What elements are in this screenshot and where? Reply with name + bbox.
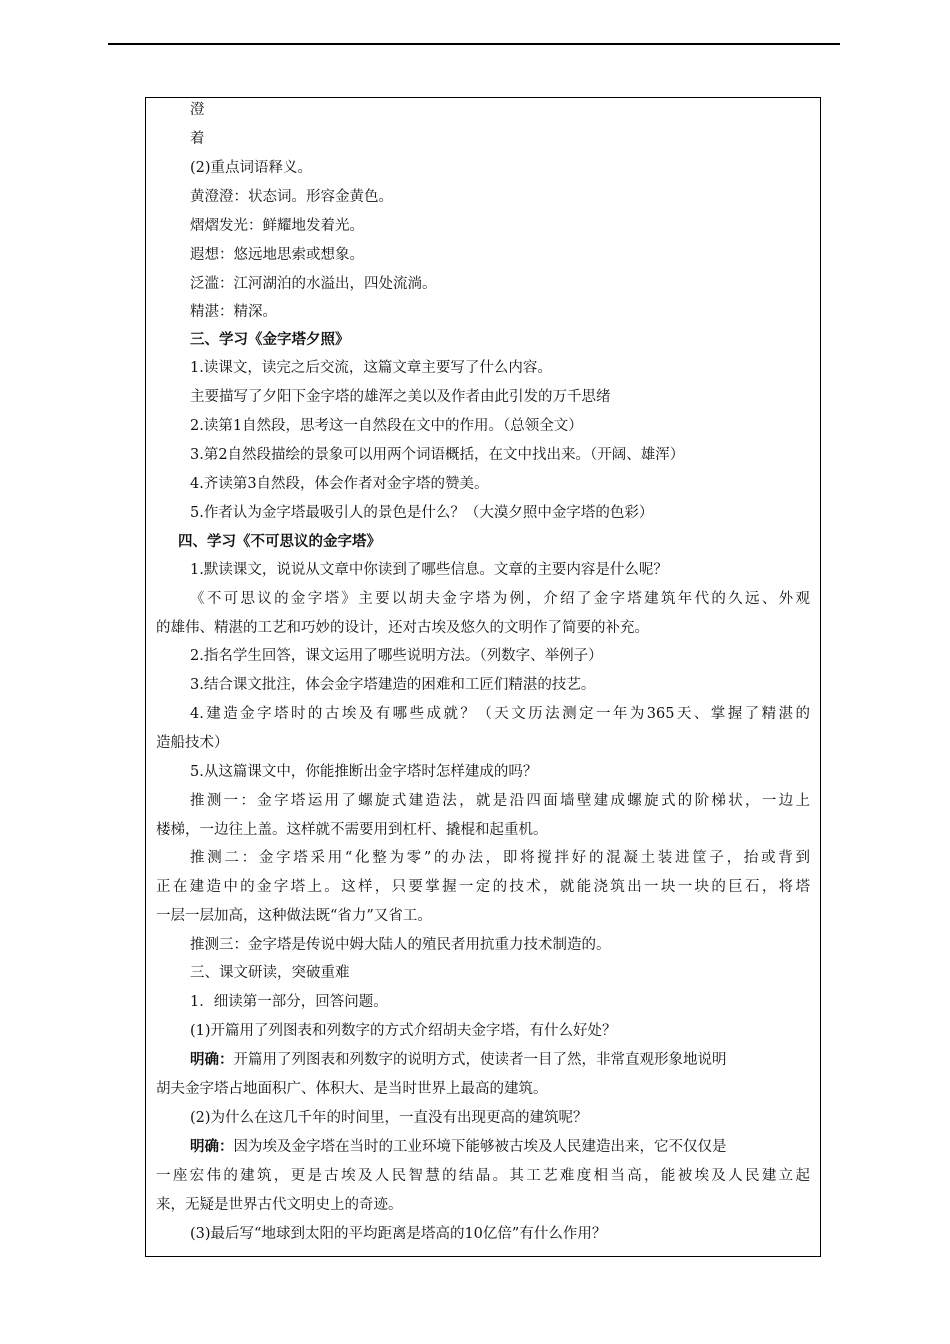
text-line: 推测三：金字塔是传说中姆大陆人的殖民者用抗重力技术制造的。	[190, 937, 611, 953]
answer-line	[190, 1137, 810, 1157]
text-line: 主要描写了夕阳下金字塔的雄浑之美以及作者由此引发的万千思绪	[190, 389, 611, 405]
text-line: 的雄伟、精湛的工艺和巧妙的设计，还对古埃及悠久的文明作了简要的补充。	[156, 620, 649, 636]
text-line: 3.结合课文批注，体会金字塔建造的困难和工匠们精湛的技艺。	[190, 677, 596, 693]
text-line: (2)重点词语释义。	[190, 160, 313, 176]
text-line: 1.默读课文，说说从文章中你读到了哪些信息。文章的主要内容是什么呢？	[190, 562, 668, 578]
text-line: 推测一：金字塔运用了螺旋式建造法，就是沿四面墙壁建成螺旋式的阶梯状，一边上	[190, 793, 810, 809]
text-line: 精湛：精深。	[190, 304, 277, 320]
text-line: 2.读第1自然段，思考这一自然段在文中的作用。（总领全文）	[190, 418, 583, 434]
header-rule	[108, 43, 840, 45]
text-line: 熠熠发光：鲜耀地发着光。	[190, 218, 364, 234]
text-line: (3)最后写“地球到太阳的平均距离是塔高的10亿倍”有什么作用？	[190, 1226, 607, 1242]
text-line: 来，无疑是世界古代文明史上的奇迹。	[156, 1197, 403, 1213]
text-line: 5.从这篇课文中，你能推断出金字塔时怎样建成的吗？	[190, 764, 538, 780]
text-line: 一层一层加高，这种做法既“省力”又省工。	[156, 908, 432, 924]
text-line: 胡夫金字塔占地面积广、体积大、是当时世界上最高的建筑。	[156, 1081, 548, 1097]
text-line: 4.齐读第3自然段，体会作者对金字塔的赞美。	[190, 476, 489, 492]
answer-text: 开篇用了列图表和列数字的说明方式，使读者一目了然，非常直观形象地说明	[233, 1052, 727, 1068]
text-line: 着	[190, 131, 205, 147]
text-line: 1.读课文，读完之后交流，这篇文章主要写了什么内容。	[190, 360, 552, 376]
text-line: (2)为什么在这几千年的时间里，一直没有出现更高的建筑呢？	[190, 1110, 588, 1126]
text-line: 一座宏伟的建筑，更是古埃及人民智慧的结晶。其工艺难度相当高，能被埃及人民建立起	[156, 1168, 810, 1184]
text-line: 5.作者认为金字塔最吸引人的景色是什么？（大漠夕照中金字塔的色彩）	[190, 505, 654, 521]
answer-label: 明确：	[190, 1138, 234, 1155]
text-line: 黄澄澄：状态词。形容金黄色。	[190, 189, 393, 205]
text-line: 造船技术）	[156, 735, 229, 751]
text-line: 2.指名学生回答，课文运用了哪些说明方法。（列数字、举例子）	[190, 648, 603, 664]
answer-label: 明确：	[190, 1051, 234, 1068]
text-line: 澄	[190, 102, 205, 118]
answer-text: 因为埃及金字塔在当时的工业环境下能够被古埃及人民建造出来，它不仅仅是	[233, 1139, 727, 1155]
text-line: 推测二：金字塔采用“化整为零”的办法，即将搅拌好的混凝土装进筐子，抬或背到	[190, 850, 810, 866]
text-line: 《不可思议的金字塔》主要以胡夫金字塔为例，介绍了金字塔建筑年代的久远、外观	[190, 591, 810, 607]
text-line: 4.建造金字塔时的古埃及有哪些成就？（天文历法测定一年为365天、掌握了精湛的	[190, 706, 810, 722]
text-line: 三、课文研读，突破重难	[190, 965, 350, 981]
answer-line	[190, 1050, 810, 1070]
text-line: 1．细读第一部分，回答问题。	[190, 994, 388, 1010]
text-line: 正在建造中的金字塔上。这样，只要掌握一定的技术，就能浇筑出一块一块的巨石，将塔	[156, 879, 810, 895]
text-line: 遐想：悠远地思索或想象。	[190, 247, 364, 263]
section-heading: 四、学习《不可思议的金字塔》	[178, 533, 381, 550]
text-line: 泛滥：江河湖泊的水溢出，四处流淌。	[190, 276, 437, 292]
section-heading: 三、学习《金字塔夕照》	[190, 331, 350, 348]
text-line: (1)开篇用了列图表和列数字的方式介绍胡夫金字塔，有什么好处？	[190, 1023, 617, 1039]
text-line: 楼梯，一边往上盖。这样就不需要用到杠杆、撬棍和起重机。	[156, 822, 548, 838]
text-line: 3.第2自然段描绘的景象可以用两个词语概括，在文中找出来。（开阔、雄浑）	[190, 447, 685, 463]
